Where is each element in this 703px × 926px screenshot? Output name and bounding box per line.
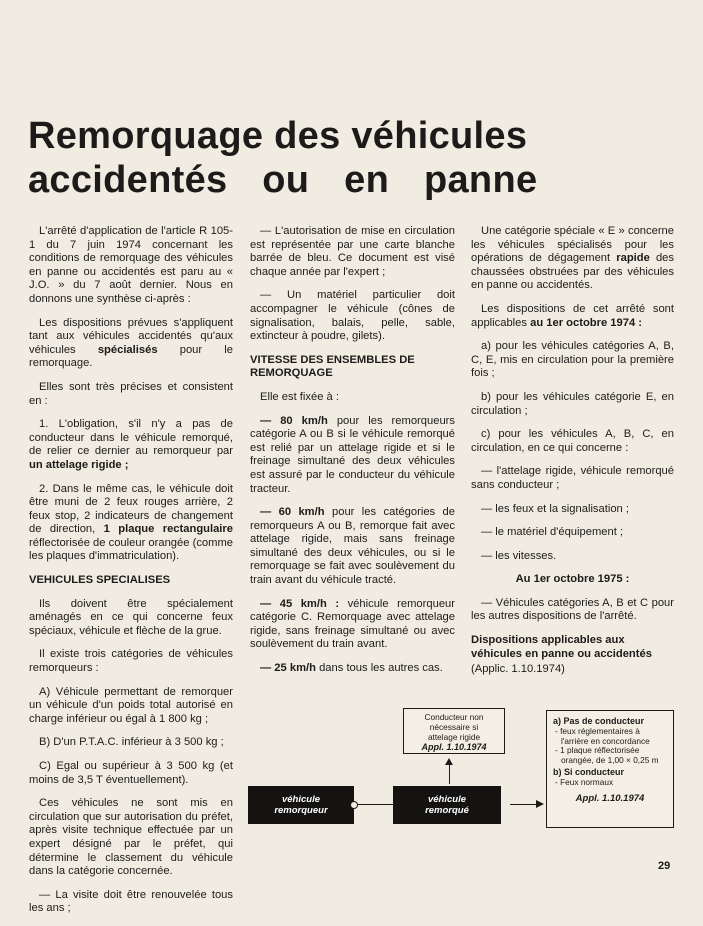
paragraph: 2. Dans le même cas, le véhicule doit être muni de 2 feux rouges arrière, 2 feux stop, 2 indicateurs de changement de direction, 1 plaque rectangulaire réflectorisée de couleur orangée (comme les plaques d'immatriculation). xyxy=(29,482,233,563)
page-number: 29 xyxy=(658,860,671,872)
section-heading: Dispositions applicables aux véhicules en panne ou accidentés xyxy=(471,634,652,660)
paragraph: Une catégorie spéciale « E » concerne les véhicules spécialisés pour les opérations de dégagement rapide des chaussées obstruées par des véhicules en panne ou accidentés. xyxy=(471,225,675,292)
paragraph: Les dispositions de cet arrêté sont applicables au 1er octobre 1974 : xyxy=(471,302,674,329)
paragraph: 1. L'obligation, s'il n'y a pas de conducteur dans le véhicule remorqué, de relier ce dernier au remorqueur par un attelage rigide ; xyxy=(29,418,233,471)
towing-vehicle: véhicule remorqueur xyxy=(248,786,354,824)
paragraph: — 60 km/h pour les catégories de remorqueurs A ou B, remorque fait avec attelage rigide, mais sans freinage simultané des deux véhicules, ou si le remorquage se fait avec soulèvement du train avant du véhicule tracté. xyxy=(250,506,455,587)
paragraph: — 45 km/h : véhicule remorqueur catégorie C. Remorquage avec attelage rigide, sans freinage simultané ou avec soulèvement du train avant. xyxy=(250,597,455,651)
paragraph: Elle est fixée à : xyxy=(260,390,339,403)
paragraph: Ils doivent être spécialement aménagés en ce qui concerne feux spéciaux, véhicule et flèche de la grue. xyxy=(29,597,233,637)
paragraph: b) pour les véhicules catégorie E, en circulation ; xyxy=(471,390,674,417)
column-3 xyxy=(471,225,674,687)
paragraph: — L'autorisation de mise en circulation est représentée par une carte blanche barrée de bleu. Ce document est visé chaque année par l'expert ; xyxy=(250,225,455,278)
paragraph: — les feux et la signalisation ; xyxy=(481,502,629,515)
paragraph: Il existe trois catégories de véhicules remorqueurs : xyxy=(29,648,233,675)
paragraph: — les vitesses. xyxy=(481,549,557,562)
towed-vehicle: véhicule remorqué xyxy=(393,786,501,824)
section-heading: VEHICULES SPECIALISES xyxy=(29,574,171,587)
paragraph: C) Egal ou supérieur à 3 500 kg (et moins de 3,5 T éventuellement). xyxy=(29,760,233,786)
paragraph: B) D'un P.T.A.C. inférieur à 3 500 kg ; xyxy=(39,736,224,749)
paragraph: Les dispositions prévues s'appliquent tant aux véhicules accidentés qu'aux véhicules spécialisés pour le remorquage. xyxy=(29,316,233,370)
column-2 xyxy=(250,225,455,686)
paragraph: — 25 km/h dans tous les autres cas. xyxy=(260,662,443,675)
paragraph: A) Véhicule permettant de remorquer un véhicule d'un poids total autorisé en charge inférieur ou égal à 1 800 kg ; xyxy=(29,685,233,725)
paragraph: a) pour les véhicules catégories A, B, C, E, mis en circulation pour la première fois ; xyxy=(471,340,674,380)
paragraph: — l'attelage rigide, véhicule remorqué sans conducteur ; xyxy=(471,465,674,491)
section-heading: Au 1er octobre 1975 : xyxy=(515,573,630,586)
hitch-icon xyxy=(350,801,358,809)
title-line-2: accidentés ou en panne xyxy=(28,159,538,201)
paragraph: (Applic. 1.10.1974) xyxy=(471,663,565,676)
tow-bar xyxy=(354,804,393,805)
paragraph: c) pour les véhicules A, B, C, en circulation, en ce qui concerne : xyxy=(471,428,674,454)
arrowhead-icon xyxy=(445,758,453,765)
paragraph: — le matériel d'équipement ; xyxy=(481,526,624,539)
requirements-box: a) Pas de conducteur - feux réglementaires à l'arrière en concordance - 1 plaque réflectorisée orangée, de 1,00 × 0,25 m b) Si conducteur - Feux normaux Appl. 1.10.1974 xyxy=(546,710,674,828)
paragraph: Elles sont très précises et consistent en : xyxy=(29,380,233,407)
title-line-1: Remorquage des véhicules xyxy=(28,115,528,157)
paragraph: Ces véhicules ne sont mis en circulation que sur autorisation du préfet, après visite technique effectuée par un expert désigné par le préfet, qui détermine le classement du véhicule dans la catégorie concernée. xyxy=(29,797,233,878)
section-heading: VITESSE DES ENSEMBLES DE REMORQUAGE xyxy=(250,353,415,380)
paragraph: — Un matériel particulier doit accompagner le véhicule (cônes de signalisation, balais, pelle, sable, extincteur à poudre, gilets). xyxy=(250,289,455,343)
page-title xyxy=(28,114,537,202)
arrow-right-icon xyxy=(510,804,537,805)
paragraph: — 80 km/h pour les remorqueurs catégorie A ou B si le véhicule remorqué est relié par un attelage rigide et si le freinage simultané des deux véhicules est assuré par le conducteur du véhicule tracteur. xyxy=(250,414,455,495)
arrowhead-icon xyxy=(536,800,544,808)
paragraph: — Véhicules catégories A, B et C pour les autres dispositions de l'arrêté. xyxy=(471,596,674,623)
column-1 xyxy=(29,225,233,926)
paragraph: L'arrêté d'application de l'article R 105-1 du 7 juin 1974 concernant les conditions de remorquage des véhicules en panne ou accidentés est paru au « J.O. » du 7 août dernier. Nous en donnons une synthèse ci-après : xyxy=(29,225,233,305)
note-box: Conducteur non nécessaire si attelage rigide Appl. 1.10.1974 xyxy=(403,708,505,754)
paragraph: — La visite doit être renouvelée tous les ans ; xyxy=(29,888,233,915)
